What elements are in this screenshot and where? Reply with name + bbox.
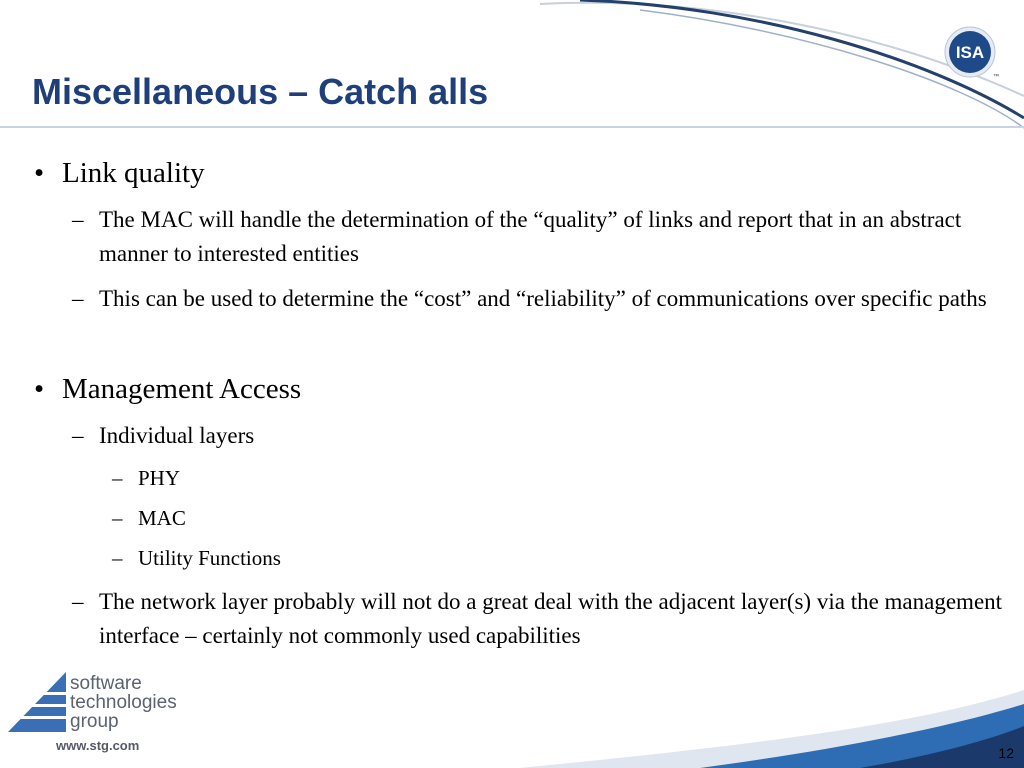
sub-bullet-mac-quality: [72, 203, 1017, 271]
bullet-marker: •: [34, 157, 45, 189]
sub-bullet-text: This can be used to determine the “cost” and “reliability” of communications over specific paths: [99, 286, 987, 311]
dash-marker: –: [72, 286, 84, 311]
stg-logo-line2: technologies: [70, 692, 177, 713]
sub-bullet-text: The network layer probably will not do a great deal with the adjacent layer(s) via the management interface – certainly not commonly used capabilities: [99, 589, 1003, 648]
stg-logo-line3: group: [70, 711, 119, 732]
sub-sub-bullet-text: MAC: [138, 506, 186, 530]
bullet-text: Management Access: [62, 373, 302, 405]
isa-trademark: ™: [993, 74, 999, 80]
sub-bullet-cost-reliability: [72, 282, 1017, 316]
dash-marker: –: [112, 466, 123, 490]
sub-sub-bullet-text: PHY: [138, 466, 181, 490]
sub-sub-bullet-text: Utility Functions: [138, 546, 281, 570]
slide-title: Miscellaneous – Catch alls: [32, 71, 489, 112]
page-number: 12: [998, 745, 1014, 761]
stg-website-link[interactable]: www.stg.com: [56, 738, 140, 753]
bullet-marker: •: [34, 373, 45, 405]
sub-bullet-individual-layers: [72, 419, 1017, 453]
dash-marker: –: [72, 423, 84, 448]
dash-marker: –: [112, 506, 123, 530]
bullet-text: Link quality: [62, 157, 205, 189]
sub-bullet-text: The MAC will handle the determination of the “quality” of links and report that in an abstract manner to interested entities: [99, 207, 962, 266]
sub-bullet-network-layer: [72, 585, 1017, 653]
dash-marker: –: [112, 546, 123, 570]
sub-bullet-text: Individual layers: [99, 423, 255, 448]
stg-logo-line1: software: [70, 673, 142, 694]
stg-pyramid-logo-icon: [8, 672, 198, 738]
isa-logo-text: ISA: [955, 43, 985, 62]
dash-marker: –: [72, 589, 84, 614]
dash-marker: –: [72, 207, 84, 232]
